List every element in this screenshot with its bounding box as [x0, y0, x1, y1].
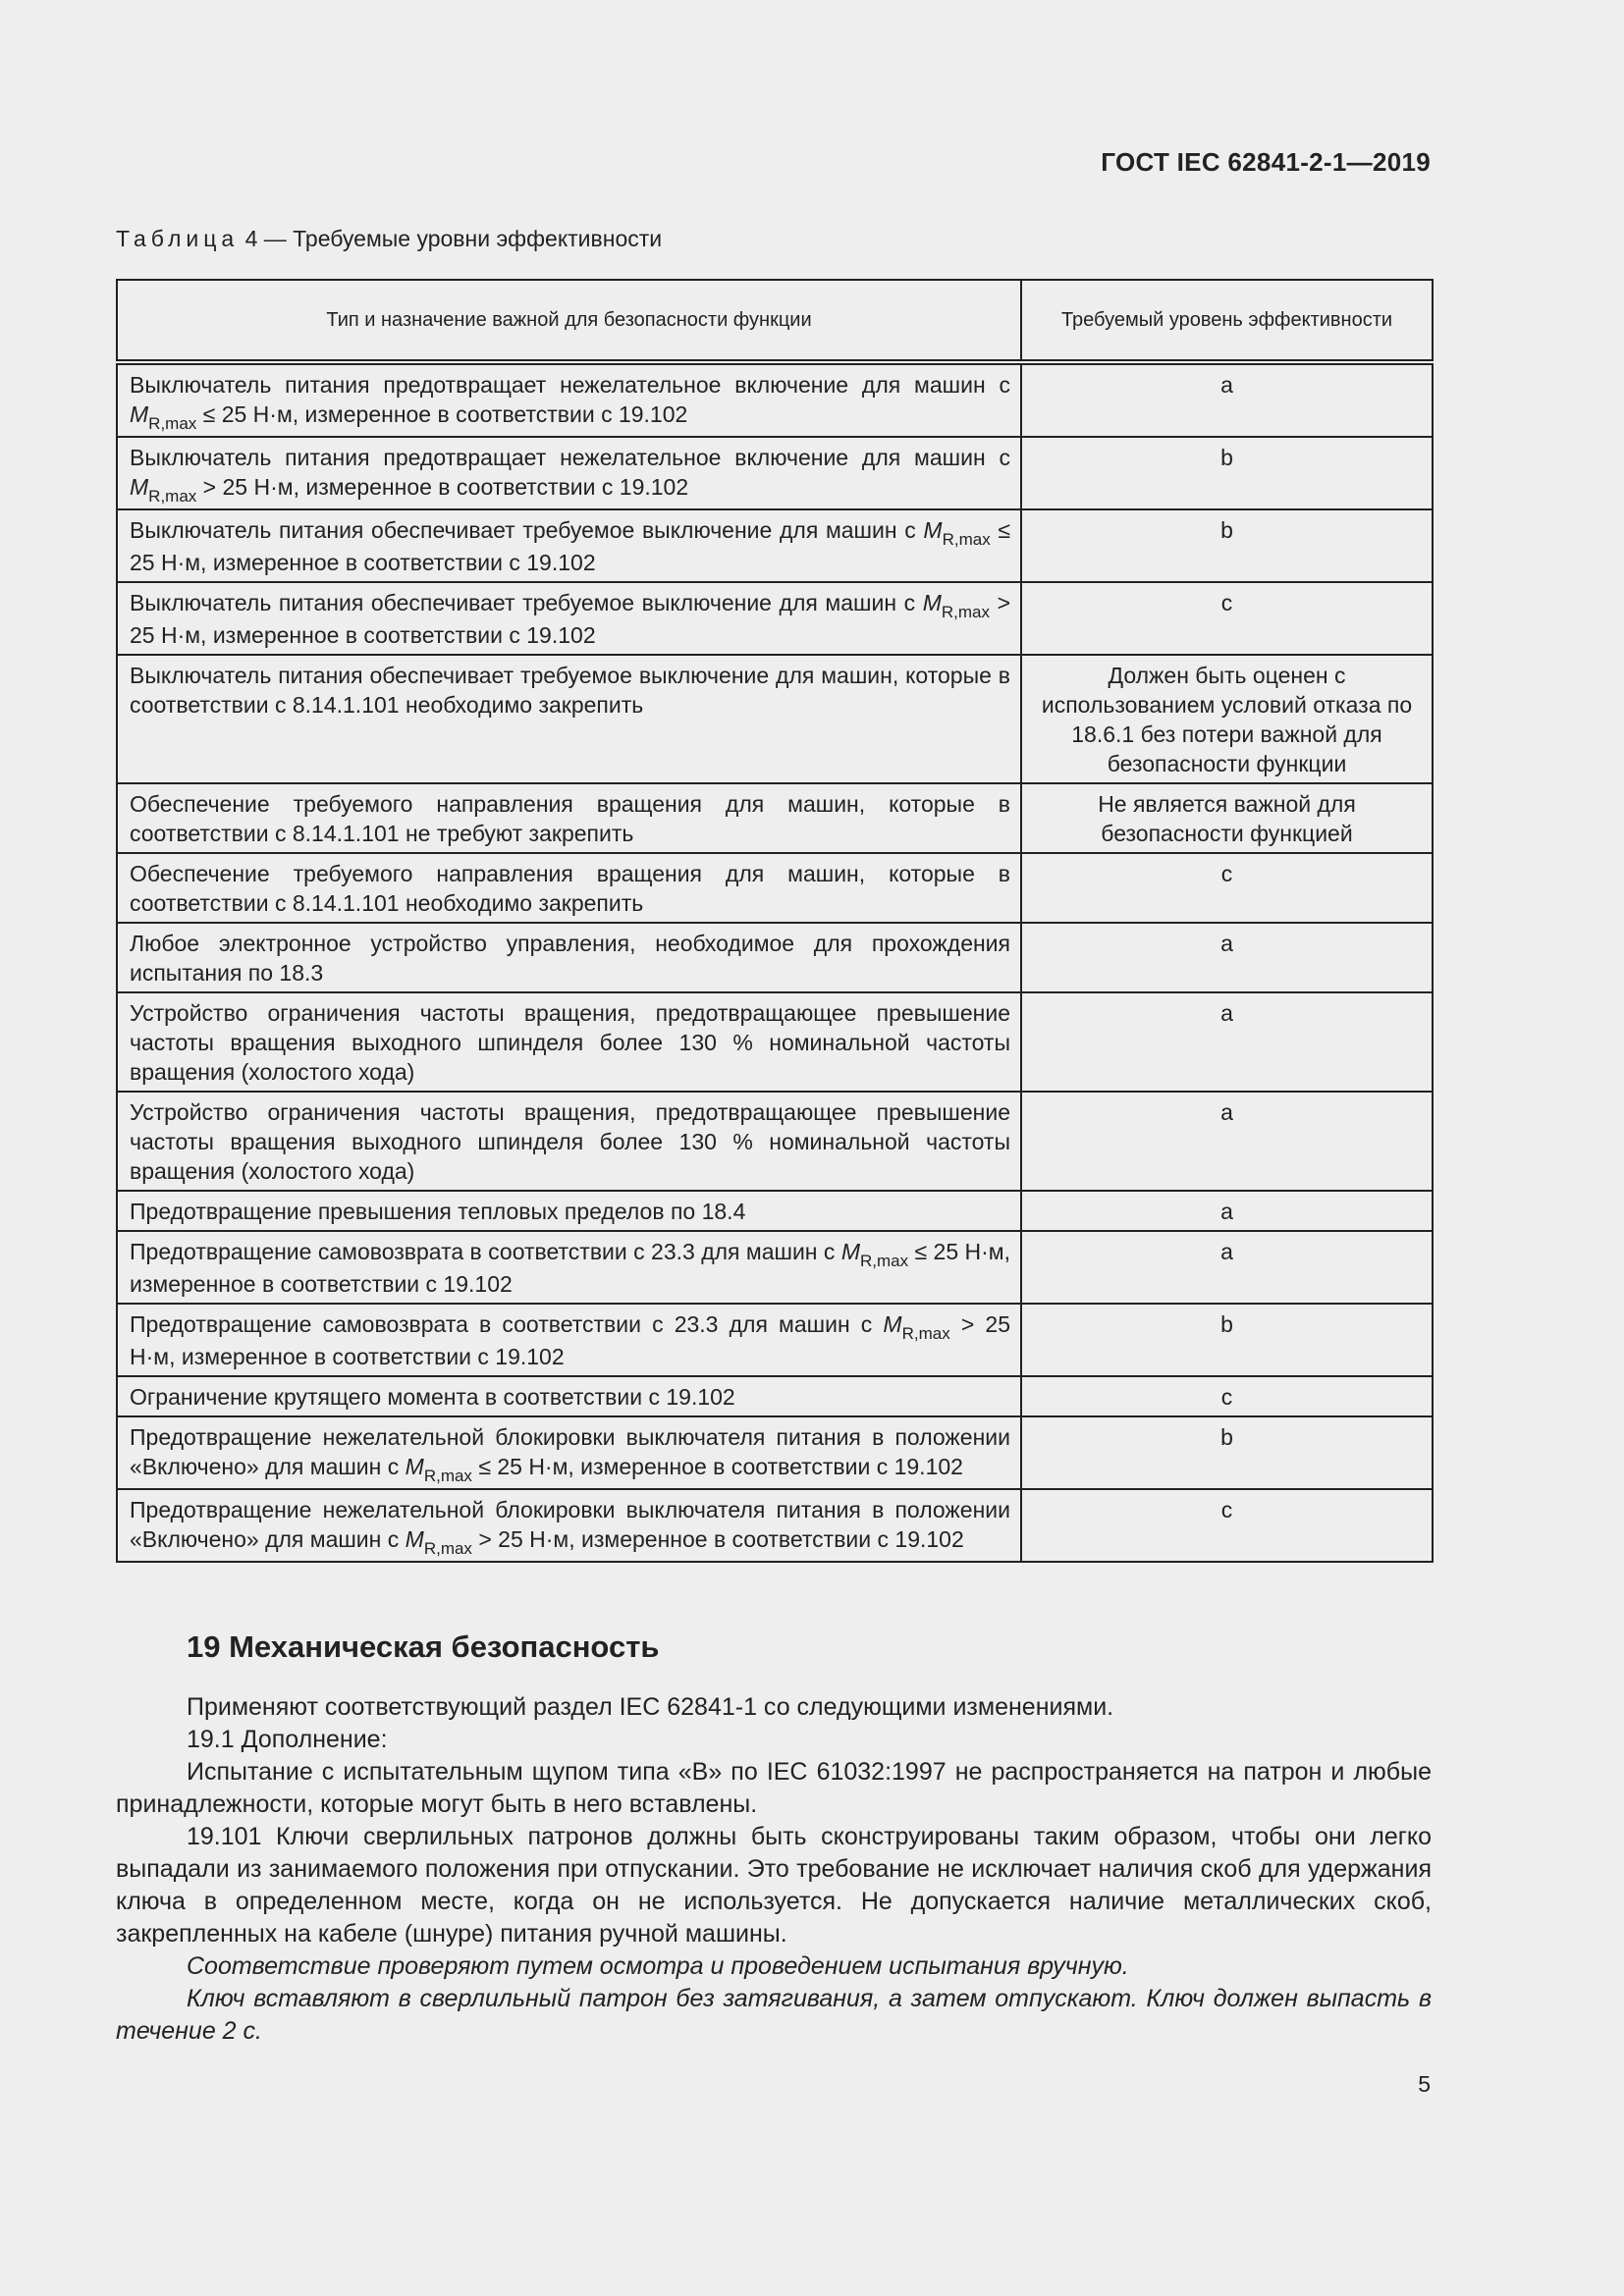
document-id: ГОСТ IEC 62841-2-1—2019 — [1101, 147, 1431, 177]
paragraph: 19.1 Дополнение: — [187, 1726, 388, 1753]
function-text: Устройство ограничения частоты вращения, предотвращающее превышение частоты вращения выходного шпинделя более 130 % номинальной частоты вращения (холостого хода) — [130, 1099, 1010, 1184]
function-text-tail: ≤ 25 Н·м, измеренное в соответствии с 19.102 — [196, 401, 688, 427]
function-text: Предотвращение превышения тепловых пределов по 18.4 — [130, 1199, 746, 1224]
function-text-tail: ≤ 25 Н·м, измеренное в соответствии с 19.102 — [130, 1239, 1010, 1297]
section-body — [116, 1691, 1432, 2048]
table-row — [117, 783, 1433, 853]
function-text-tail: ≤ 25 Н·м, измеренное в соответствии с 19.102 — [471, 1454, 963, 1479]
torque-symbol: M — [130, 474, 149, 500]
table-row — [117, 362, 1433, 437]
function-text: Предотвращение самовозврата в соответствии с 23.3 для машин с — [130, 1239, 841, 1264]
function-cell — [117, 1191, 1021, 1231]
torque-subscript: R,max — [859, 1252, 909, 1270]
function-cell — [117, 1092, 1021, 1191]
function-cell — [117, 853, 1021, 923]
function-cell — [117, 437, 1021, 509]
torque-symbol: M — [883, 1311, 902, 1337]
torque-subscript: R,max — [901, 1324, 950, 1343]
torque-subscript: R,max — [941, 603, 990, 621]
table-row — [117, 1376, 1433, 1416]
table-row — [117, 509, 1433, 582]
function-cell — [117, 582, 1021, 655]
level-cell: a — [1021, 1092, 1433, 1191]
function-cell — [117, 655, 1021, 783]
level-cell: a — [1021, 362, 1433, 437]
function-cell — [117, 509, 1021, 582]
function-text: Устройство ограничения частоты вращения, предотвращающее превышение частоты вращения выходного шпинделя более 130 % номинальной частоты вращения (холостого хода) — [130, 1000, 1010, 1085]
column-header-level: Требуемый уровень эффективности — [1021, 280, 1433, 362]
level-cell: b — [1021, 509, 1433, 582]
function-text-tail: ≤ 25 Н·м, измеренное в соответствии с 19.102 — [130, 517, 1010, 575]
function-text: Предотвращение нежелательной блокировки выключателя питания в положении «Включено» для машин с — [130, 1497, 1010, 1552]
table-row — [117, 655, 1433, 783]
function-text: Выключатель питания обеспечивает требуемое выключение для машин с — [130, 590, 923, 615]
function-cell — [117, 1489, 1021, 1562]
paragraph: Соответствие проверяют путем осмотра и проведением испытания вручную. — [187, 1952, 1129, 1980]
level-cell: c — [1021, 1489, 1433, 1562]
table-row — [117, 437, 1433, 509]
table-row — [117, 1231, 1433, 1304]
torque-symbol: M — [922, 590, 942, 615]
function-text-tail: > 25 Н·м, измеренное в соответствии с 19.102 — [471, 1526, 964, 1552]
table-caption-number: 4 — [244, 226, 258, 251]
level-cell: c — [1021, 582, 1433, 655]
page-number: 5 — [1418, 2071, 1431, 2097]
function-text: Ограничение крутящего момента в соответствии с 19.102 — [130, 1384, 735, 1410]
level-cell: a — [1021, 1231, 1433, 1304]
level-cell: a — [1021, 923, 1433, 992]
function-cell — [117, 1376, 1021, 1416]
function-text: Выключатель питания предотвращает нежелательное включение для машин с — [130, 372, 1010, 398]
table-body — [117, 362, 1433, 1562]
table-row — [117, 1191, 1433, 1231]
function-text-tail: > 25 Н·м, измеренное в соответствии с 19.102 — [196, 474, 689, 500]
level-cell: b — [1021, 437, 1433, 509]
table-row — [117, 1489, 1433, 1562]
table-row — [117, 1304, 1433, 1376]
table-row — [117, 992, 1433, 1092]
torque-subscript: R,max — [148, 414, 197, 433]
section-heading: 19 Механическая безопасность — [187, 1629, 660, 1664]
function-text-tail: > 25 Н·м, измеренное в соответствии с 19.102 — [130, 590, 1010, 648]
table-caption — [116, 226, 662, 252]
function-text: Обеспечение требуемого направления вращения для машин, которые в соответствии с 8.14.1.101 необходимо закрепить — [130, 861, 1010, 916]
torque-subscript: R,max — [423, 1467, 472, 1485]
function-cell — [117, 1416, 1021, 1489]
paragraph: Применяют соответствующий раздел IEC 62841-1 со следующими изменениями. — [187, 1693, 1114, 1721]
torque-symbol: M — [923, 517, 943, 543]
function-text: Выключатель питания предотвращает нежелательное включение для машин с — [130, 445, 1010, 470]
table-row — [117, 582, 1433, 655]
torque-subscript: R,max — [423, 1539, 472, 1558]
function-cell — [117, 362, 1021, 437]
torque-subscript: R,max — [942, 530, 991, 549]
torque-symbol: M — [130, 401, 149, 427]
paragraph: Испытание с испытательным щупом типа «В» по IEC 61032:1997 не распространяется на патрон и любые принадлежности, которые могут быть в него вставлены. — [116, 1758, 1432, 1818]
torque-symbol: M — [405, 1526, 424, 1552]
function-text-tail: > 25 Н·м, измеренное в соответствии с 19.102 — [130, 1311, 1010, 1369]
paragraph: 19.101 Ключи сверлильных патронов должны быть сконструированы таким образом, чтобы они легко выпадали из занимаемого положения при отпускании. Это требование не исключает наличия скоб для удержания ключа в определенном месте, когда он не используется. Не допускается наличие металлических скоб, закрепленных на кабеле (шнуре) питания ручной машины. — [116, 1823, 1432, 1948]
level-cell: a — [1021, 1191, 1433, 1231]
level-cell: Не является важной для безопасности функцией — [1021, 783, 1433, 853]
function-cell — [117, 923, 1021, 992]
function-text: Предотвращение нежелательной блокировки выключателя питания в положении «Включено» для машин с — [130, 1424, 1010, 1479]
performance-levels-table — [116, 279, 1434, 1563]
level-cell: b — [1021, 1416, 1433, 1489]
table-row — [117, 1416, 1433, 1489]
function-cell — [117, 1304, 1021, 1376]
level-cell: Должен быть оценен с использованием условий отказа по 18.6.1 без потери важной для безопасности функции — [1021, 655, 1433, 783]
function-text: Любое электронное устройство управления, необходимое для прохождения испытания по 18.3 — [130, 931, 1010, 986]
column-header-function: Тип и назначение важной для безопасности функции — [117, 280, 1021, 362]
function-text: Выключатель питания обеспечивает требуемое выключение для машин с — [130, 517, 924, 543]
level-cell: b — [1021, 1304, 1433, 1376]
paragraph: Ключ вставляют в сверлильный патрон без затягивания, а затем отпускают. Ключ должен выпасть в течение 2 с. — [116, 1985, 1432, 2045]
function-cell — [117, 992, 1021, 1092]
function-text: Предотвращение самовозврата в соответствии с 23.3 для машин с — [130, 1311, 884, 1337]
level-cell: c — [1021, 1376, 1433, 1416]
table-caption-prefix: Таблица — [116, 226, 240, 251]
table-header-row — [117, 280, 1433, 362]
function-text: Выключатель питания обеспечивает требуемое выключение для машин, которые в соответствии с 8.14.1.101 необходимо закрепить — [130, 663, 1010, 718]
table-row — [117, 1092, 1433, 1191]
function-cell — [117, 783, 1021, 853]
table-row — [117, 853, 1433, 923]
function-cell — [117, 1231, 1021, 1304]
table-caption-text: — Требуемые уровни эффективности — [263, 226, 663, 251]
function-text: Обеспечение требуемого направления вращения для машин, которые в соответствии с 8.14.1.101 не требуют закрепить — [130, 791, 1010, 846]
torque-subscript: R,max — [148, 487, 197, 506]
table-row — [117, 923, 1433, 992]
level-cell: c — [1021, 853, 1433, 923]
level-cell: a — [1021, 992, 1433, 1092]
torque-symbol: M — [405, 1454, 424, 1479]
torque-symbol: M — [840, 1239, 860, 1264]
